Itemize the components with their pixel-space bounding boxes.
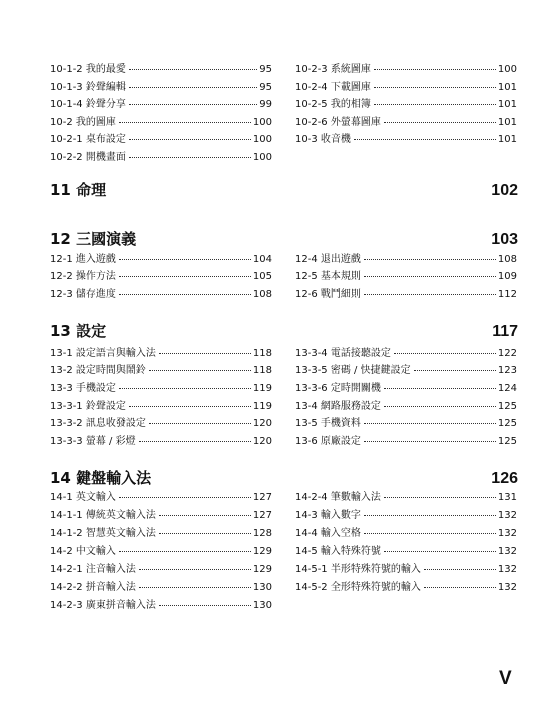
toc-entry-title: 10-2-6 外螢幕圖庫 bbox=[295, 117, 381, 128]
leader-dots bbox=[364, 441, 496, 442]
toc-entry-title: 10-2-5 我的相簿 bbox=[295, 99, 371, 110]
leader-dots bbox=[424, 569, 496, 570]
toc-entry-page: 101 bbox=[497, 82, 517, 93]
toc-entry bbox=[295, 383, 517, 395]
toc-entry-page: 101 bbox=[497, 117, 517, 128]
page-number: V bbox=[499, 668, 512, 689]
toc-entry bbox=[50, 152, 272, 164]
toc-entry-title: 12-5 基本規則 bbox=[295, 271, 361, 282]
toc-entry bbox=[50, 546, 272, 558]
toc-entry-page: 129 bbox=[252, 564, 272, 575]
toc-entry bbox=[295, 436, 517, 448]
toc-entry bbox=[295, 564, 517, 576]
leader-dots bbox=[119, 388, 251, 389]
toc-entry-page: 127 bbox=[252, 510, 272, 521]
toc-entry-page: 118 bbox=[252, 365, 272, 376]
leader-dots bbox=[364, 259, 496, 260]
section-heading bbox=[50, 469, 518, 488]
toc-entry-title: 10-1-3 鈴聲編輯 bbox=[50, 82, 126, 93]
toc-entry-page: 100 bbox=[252, 134, 272, 145]
toc-entry bbox=[50, 134, 272, 146]
section-heading bbox=[50, 181, 518, 200]
toc-entry-page: 101 bbox=[497, 99, 517, 110]
toc-entry-title: 14-5 輸入特殊符號 bbox=[295, 546, 381, 557]
toc-entry-title: 10-3 收音機 bbox=[295, 134, 351, 145]
toc-entry bbox=[50, 365, 272, 377]
leader-dots bbox=[364, 276, 496, 277]
toc-entry bbox=[50, 64, 272, 76]
leader-dots bbox=[414, 370, 496, 371]
section-title: 11 命理 bbox=[50, 181, 107, 199]
leader-dots bbox=[364, 533, 496, 534]
leader-dots bbox=[129, 104, 257, 105]
toc-entry-page: 132 bbox=[497, 510, 517, 521]
leader-dots bbox=[354, 139, 496, 140]
leader-dots bbox=[159, 515, 251, 516]
toc-entry-page: 95 bbox=[259, 64, 272, 75]
toc-entry-title: 13-3-2 訊息收發設定 bbox=[50, 418, 146, 429]
toc-entry bbox=[295, 510, 517, 522]
toc-entry-title: 14-1-1 傳統英文輸入法 bbox=[50, 510, 156, 521]
toc-entry-page: 119 bbox=[252, 401, 272, 412]
toc-entry-title: 12-1 進入遊戲 bbox=[50, 254, 116, 265]
toc-entry-page: 123 bbox=[497, 365, 517, 376]
toc-entry-title: 14-2-1 注音輸入法 bbox=[50, 564, 136, 575]
toc-entry-title: 13-3-6 定時開關機 bbox=[295, 383, 381, 394]
toc-entry-page: 109 bbox=[497, 271, 517, 282]
leader-dots bbox=[149, 370, 251, 371]
leader-dots bbox=[424, 587, 496, 588]
toc-entry bbox=[295, 546, 517, 558]
leader-dots bbox=[384, 122, 496, 123]
toc-entry-page: 101 bbox=[497, 134, 517, 145]
toc-entry bbox=[50, 289, 272, 301]
toc-entry bbox=[295, 82, 517, 94]
section-page: 102 bbox=[491, 182, 518, 199]
leader-dots bbox=[384, 551, 496, 552]
toc-entry-title: 13-3-4 電話接聽設定 bbox=[295, 348, 391, 359]
leader-dots bbox=[374, 104, 496, 105]
toc-entry-title: 14-2 中文輸入 bbox=[50, 546, 116, 557]
toc-entry-page: 108 bbox=[252, 289, 272, 300]
toc-entry-title: 12-6 戰鬥細則 bbox=[295, 289, 361, 300]
toc-entry-title: 10-2-1 桌布設定 bbox=[50, 134, 126, 145]
toc-entry bbox=[295, 271, 517, 283]
leader-dots bbox=[159, 353, 251, 354]
leader-dots bbox=[139, 569, 251, 570]
toc-entry bbox=[50, 348, 272, 360]
toc-entry-page: 120 bbox=[252, 436, 272, 447]
toc-entry-page: 100 bbox=[497, 64, 517, 75]
toc-entry-title: 14-5-2 全形特殊符號的輸入 bbox=[295, 582, 421, 593]
toc-entry-title: 14-1-2 智慧英文輸入法 bbox=[50, 528, 156, 539]
section-page: 126 bbox=[491, 470, 518, 487]
toc-entry-title: 13-3-1 鈴聲設定 bbox=[50, 401, 126, 412]
toc-entry bbox=[50, 401, 272, 413]
leader-dots bbox=[159, 533, 251, 534]
toc-entry-title: 10-2-3 系統圖庫 bbox=[295, 64, 371, 75]
toc-entry-title: 13-4 網路服務設定 bbox=[295, 401, 381, 412]
toc-entry-title: 14-2-2 拼音輸入法 bbox=[50, 582, 136, 593]
toc-entry bbox=[50, 271, 272, 283]
leader-dots bbox=[119, 551, 251, 552]
toc-entry-page: 108 bbox=[497, 254, 517, 265]
toc-entry bbox=[50, 99, 272, 111]
toc-entry bbox=[50, 436, 272, 448]
toc-entry-title: 14-2-4 筆數輸入法 bbox=[295, 492, 381, 503]
toc-entry bbox=[50, 564, 272, 576]
leader-dots bbox=[374, 87, 496, 88]
leader-dots bbox=[119, 122, 251, 123]
toc-entry-page: 105 bbox=[252, 271, 272, 282]
section-page: 117 bbox=[492, 323, 518, 340]
toc-entry-page: 95 bbox=[259, 82, 272, 93]
leader-dots bbox=[149, 423, 251, 424]
leader-dots bbox=[384, 388, 496, 389]
toc-entry bbox=[295, 254, 517, 266]
toc-entry-title: 14-1 英文輸入 bbox=[50, 492, 116, 503]
leader-dots bbox=[394, 353, 496, 354]
section-title: 14 鍵盤輸入法 bbox=[50, 469, 152, 487]
toc-entry bbox=[295, 418, 517, 430]
toc-entry-title: 13-2 設定時間與鬧鈴 bbox=[50, 365, 146, 376]
toc-entry-title: 14-5-1 半形特殊符號的輸入 bbox=[295, 564, 421, 575]
toc-entry-page: 118 bbox=[252, 348, 272, 359]
leader-dots bbox=[119, 259, 251, 260]
toc-entry bbox=[295, 401, 517, 413]
toc-entry bbox=[50, 492, 272, 504]
toc-entry-page: 132 bbox=[497, 564, 517, 575]
toc-entry-page: 122 bbox=[497, 348, 517, 359]
toc-entry bbox=[295, 134, 517, 146]
toc-entry-page: 131 bbox=[497, 492, 517, 503]
toc-entry-title: 13-5 手機資料 bbox=[295, 418, 361, 429]
toc-entry bbox=[295, 492, 517, 504]
leader-dots bbox=[384, 497, 496, 498]
toc-entry-page: 124 bbox=[497, 383, 517, 394]
toc-entry-title: 13-3 手機設定 bbox=[50, 383, 116, 394]
toc-entry bbox=[295, 528, 517, 540]
toc-entry-title: 13-3-5 密碼 / 快捷鍵設定 bbox=[295, 365, 411, 376]
toc-entry bbox=[50, 582, 272, 594]
toc-entry bbox=[50, 510, 272, 522]
toc-entry bbox=[295, 117, 517, 129]
leader-dots bbox=[119, 276, 251, 277]
toc-entry-title: 12-4 退出遊戲 bbox=[295, 254, 361, 265]
leader-dots bbox=[119, 497, 251, 498]
leader-dots bbox=[139, 441, 251, 442]
leader-dots bbox=[129, 69, 257, 70]
toc-entry bbox=[50, 254, 272, 266]
toc-entry-page: 125 bbox=[497, 418, 517, 429]
toc-entry bbox=[50, 383, 272, 395]
toc-entry-page: 132 bbox=[497, 546, 517, 557]
leader-dots bbox=[129, 157, 251, 158]
leader-dots bbox=[129, 87, 257, 88]
toc-entry-page: 120 bbox=[252, 418, 272, 429]
toc-entry-page: 100 bbox=[252, 117, 272, 128]
leader-dots bbox=[364, 294, 496, 295]
toc-entry-title: 10-2-4 下載圖庫 bbox=[295, 82, 371, 93]
leader-dots bbox=[119, 294, 251, 295]
toc-entry-page: 125 bbox=[497, 436, 517, 447]
toc-entry bbox=[295, 365, 517, 377]
section-title: 13 設定 bbox=[50, 322, 107, 340]
toc-entry bbox=[295, 348, 517, 360]
toc-entry-page: 119 bbox=[252, 383, 272, 394]
toc-entry-page: 128 bbox=[252, 528, 272, 539]
toc-entry-title: 12-2 操作方法 bbox=[50, 271, 116, 282]
toc-entry-page: 130 bbox=[252, 582, 272, 593]
leader-dots bbox=[384, 406, 496, 407]
toc-entry bbox=[50, 600, 272, 612]
toc-entry-title: 13-6 原廠設定 bbox=[295, 436, 361, 447]
toc-entry-title: 10-2-2 開機畫面 bbox=[50, 152, 126, 163]
toc-entry-page: 104 bbox=[252, 254, 272, 265]
leader-dots bbox=[129, 406, 251, 407]
toc-entry-page: 125 bbox=[497, 401, 517, 412]
section-heading bbox=[50, 230, 518, 249]
toc-entry-page: 129 bbox=[252, 546, 272, 557]
leader-dots bbox=[129, 139, 251, 140]
toc-entry-page: 132 bbox=[497, 582, 517, 593]
leader-dots bbox=[159, 605, 251, 606]
toc-entry-page: 132 bbox=[497, 528, 517, 539]
toc-entry-title: 10-2 我的圖庫 bbox=[50, 117, 116, 128]
toc-entry-title: 14-2-3 廣東拼音輸入法 bbox=[50, 600, 156, 611]
toc-entry bbox=[295, 582, 517, 594]
toc-entry-page: 130 bbox=[252, 600, 272, 611]
toc-entry-title: 14-3 輸入數字 bbox=[295, 510, 361, 521]
toc-entry bbox=[295, 99, 517, 111]
toc-entry bbox=[50, 418, 272, 430]
toc-entry bbox=[295, 64, 517, 76]
toc-entry-page: 112 bbox=[497, 289, 517, 300]
section-page: 103 bbox=[491, 231, 518, 248]
toc-entry-title: 13-3-3 螢幕 / 彩燈 bbox=[50, 436, 136, 447]
section-heading bbox=[50, 322, 518, 341]
leader-dots bbox=[374, 69, 496, 70]
toc-entry-page: 100 bbox=[252, 152, 272, 163]
toc-entry bbox=[295, 289, 517, 301]
toc-entry-page: 127 bbox=[252, 492, 272, 503]
toc-entry bbox=[50, 528, 272, 540]
leader-dots bbox=[364, 423, 496, 424]
toc-entry bbox=[50, 82, 272, 94]
toc-entry-title: 14-4 輸入空格 bbox=[295, 528, 361, 539]
toc-entry-title: 13-1 設定語言與輸入法 bbox=[50, 348, 156, 359]
toc-entry-page: 99 bbox=[259, 99, 272, 110]
leader-dots bbox=[139, 587, 251, 588]
toc-entry-title: 10-1-4 鈴聲分享 bbox=[50, 99, 126, 110]
section-title: 12 三國演義 bbox=[50, 230, 137, 248]
leader-dots bbox=[364, 515, 496, 516]
toc-entry bbox=[50, 117, 272, 129]
toc-entry-title: 12-3 儲存進度 bbox=[50, 289, 116, 300]
toc-entry-title: 10-1-2 我的最愛 bbox=[50, 64, 126, 75]
